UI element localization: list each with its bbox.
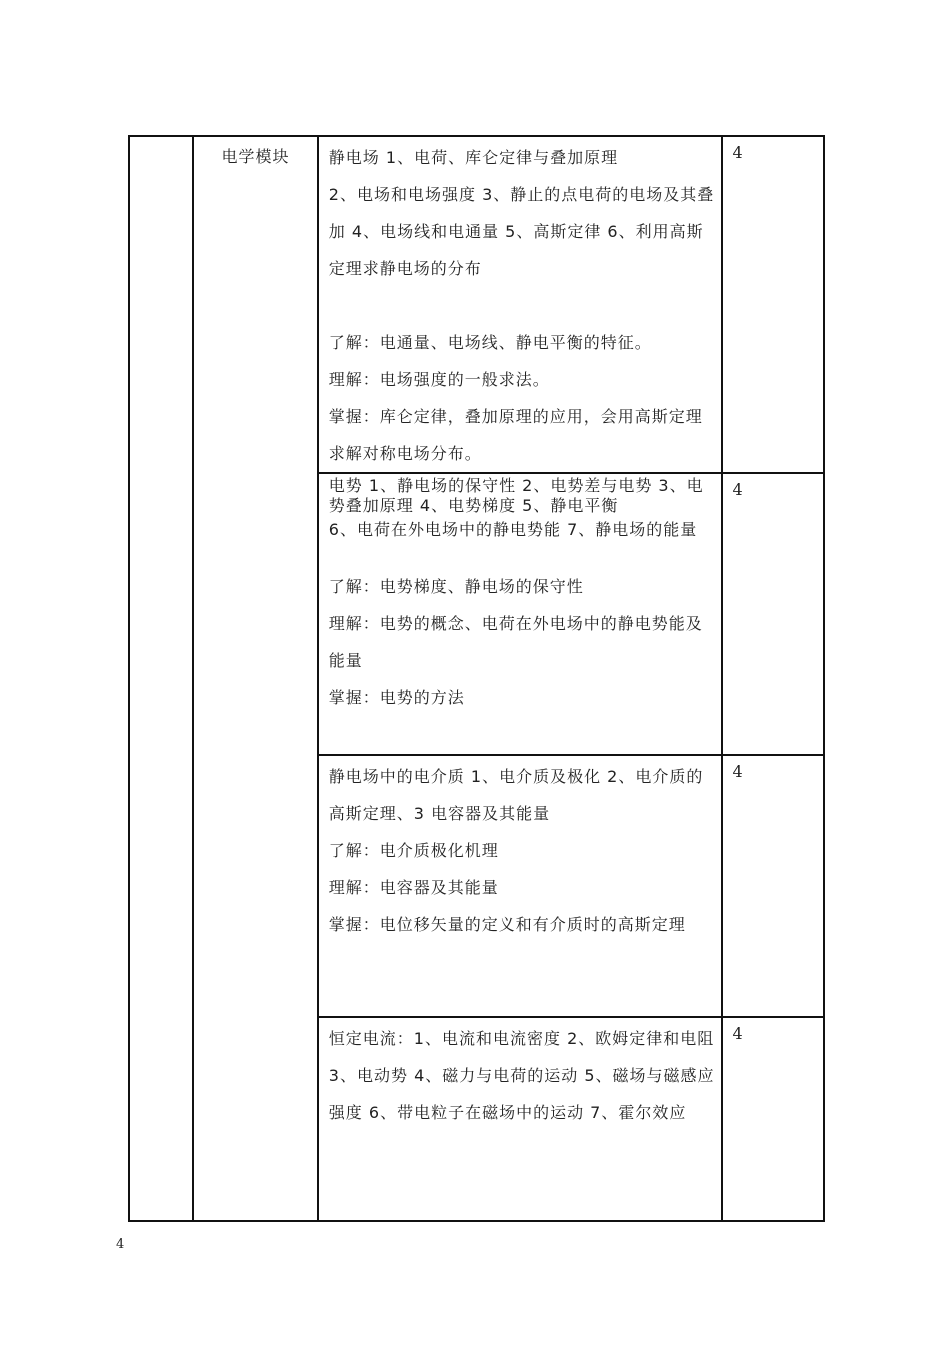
topic-line: 恒定电流：1、电流和电流密度 2、欧姆定律和电阻 (328, 1029, 715, 1048)
category-cell (129, 136, 193, 1221)
objective-understand: 理解：电容器及其能量 (328, 878, 499, 897)
topic-line: 3、电动势 4、磁力与电荷的运动 5、磁场与磁感应强度 6、带电粒子在磁场中的运动 7、霍尔效应 (328, 1066, 715, 1122)
topic-line: 2、电场和电场强度 3、静止的点电荷的电场及其叠加 4、电场线和电通量 5、高斯定律 6、利用高斯定理求静电场的分布 (328, 185, 715, 278)
page-number: 4 (116, 1237, 125, 1252)
topic-cell (318, 1017, 722, 1221)
topic-cell (318, 755, 722, 1017)
objective-understand: 理解：电场强度的一般求法。 (328, 370, 550, 389)
hours-cell: 4 (722, 136, 824, 473)
module-cell: 电学模块 (193, 136, 318, 1221)
objective-understand: 理解：电势的概念、电荷在外电场中的静电势能及能量 (328, 614, 703, 670)
objective-master: 掌握：库仑定律，叠加原理的应用，会用高斯定理求解对称电场分布。 (328, 407, 703, 463)
topic-cell (318, 473, 722, 755)
topic-cell (318, 136, 722, 473)
hours-cell: 4 (722, 755, 824, 1017)
topic-line: 静电场 1、电荷、库仑定律与叠加原理 (328, 148, 619, 167)
objective-understand-basic: 了解：电介质极化机理 (328, 841, 499, 860)
hours-cell: 4 (722, 473, 824, 755)
topic-line: 6、电荷在外电场中的静电势能 7、静电场的能量 (328, 520, 698, 539)
course-content-table (128, 135, 825, 1222)
objective-master: 掌握：电势的方法 (328, 688, 465, 707)
hours-cell: 4 (722, 1017, 824, 1221)
topic-line: 静电场中的电介质 1、电介质及极化 2、电介质的高斯定理、3 电容器及其能量 (328, 767, 704, 823)
topic-line: 电势 1、静电场的保守性 2、电势差与电势 3、电势叠加原理 4、电势梯度 5、静电平衡 (328, 476, 704, 515)
objective-understand-basic: 了解：电通量、电场线、静电平衡的特征。 (328, 333, 652, 352)
objective-understand-basic: 了解：电势梯度、静电场的保守性 (328, 577, 584, 596)
table-row (129, 136, 824, 473)
objective-master: 掌握：电位移矢量的定义和有介质时的高斯定理 (328, 915, 686, 934)
